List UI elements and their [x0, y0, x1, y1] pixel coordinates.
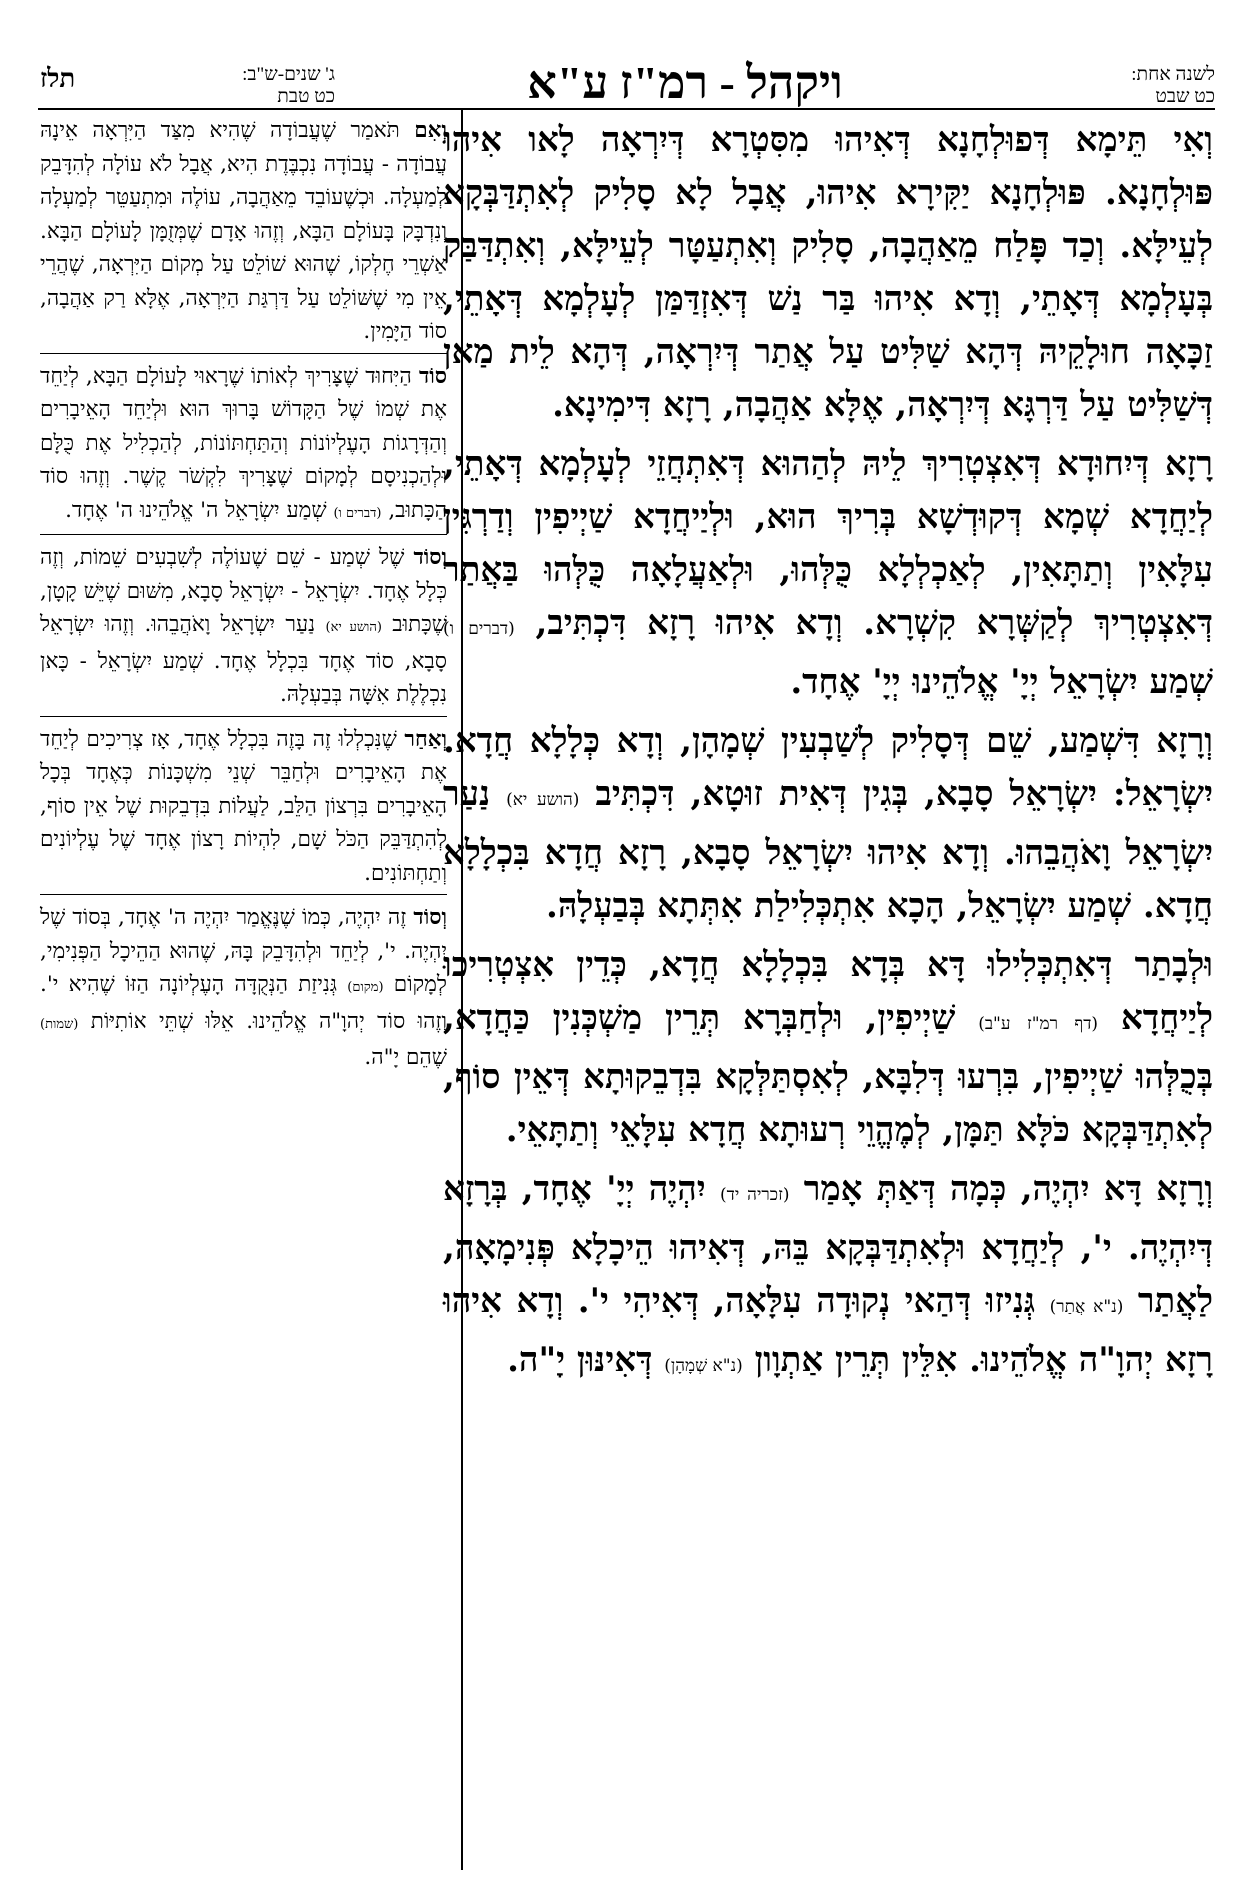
main-text-column [443, 114, 1213, 1399]
variant-reference: (שמות) [40, 1016, 79, 1032]
variant-reference: (נ"א שְׁמָהָן) [664, 1356, 743, 1376]
header-three-years-date: כט טבת [277, 86, 335, 107]
page-number: תלז [40, 64, 76, 93]
page-title: ויקהל - רמ"ז ע"א [527, 57, 843, 108]
variant-reference: (מקום) [347, 980, 384, 995]
side-paragraph-4: וְאַחַר שֶׁנִּכְלְלוּ זֶה בָּזֶה בִּכְלָל אֶחָד, אָז צְרִיכִים לְיַחֵד אֶת הָאֵיבָרִים וּלְחַבֵּר שְׁנֵי מִשְׁכָּנוֹת כְּאֶחָד בְּכָל הָאֵיבָרִים בִּרְצוֹן הַלֵּב, לַעֲלוֹת בִּדְבֵקוּת שֶׁל אֵין סוֹף, לְהִתְדַּבֵּק הַכֹּל שָׁם, לִהְיוֹת רָצוֹן אֶחָד שֶׁל עֶלְיוֹנִים וְתַחְתּוֹנִים. [40, 726, 447, 886]
verse-reference: (הושע יא) [506, 790, 580, 810]
paragraph-divider [40, 894, 447, 895]
main-paragraph-4: וּלְבָתַר דְּאִתְכְּלִילוּ דָּא בְּדָא בִּכְלָלָא חֲדָא, כְּדֵין אִצְטְרִיכוּ לְיַיחֲדָא (דף רמ"ז ע"ב) שַׁיְיפִין, וּלְחַבְּרָא תְּרֵין מַשְׁכְּנִין כַּחֲדָא, בְּכֻלְּהוּ שַׁיְיפִין, בִּרְעוּ דְּלִבָּא, לְאִסְתַּלְּקָא בִּדְבֵקוּתָא דְּאֵין סוֹף, לְאִתְדַּבְּקָא כֹּלָּא תַּמָּן, לְמֶהֱוֵי רְעוּתָא חֲדָא עִלָּאֵי וְתַתָּאֵי. [443, 945, 1213, 1150]
main-paragraph-3: וְרָזָא דִּשְׁמַע, שֵׁם דְּסָלִיק לְשַׁבְעִין שְׁמָהָן, וְדָא כְּלָלָא חֲדָא. יִשְׂרָאֵל: יִשְׂרָאֵל סָבָא, בְּגִין דְּאִית זוּטָא, דִּכְתִּיב (הושע יא) נַעַר יִשְׂרָאֵל וָאֹהֲבֵהוּ. וְדָא אִיהוּ יִשְׂרָאֵל סָבָא, רָזָא חֲדָא בִּכְלָלָא חֲדָא. שְׁמַע יִשְׂרָאֵל, הָכָא אִתְכְּלִילַת אִתְּתָא בְּבַעְלָהּ. [443, 721, 1213, 926]
side-paragraph-5: וְסוֹד זֶה יִהְיֶה, כְּמוֹ שֶׁנֶּאֱמַר יִהְיֶה ה' אֶחָד, בְּסוֹד שֶׁל יִהְיֶה. י', לְיַחֵד וּלְהִדָּבֵק בָּהּ, שֶׁהוּא הַהֵיכָל הַפְּנִימִי, לְמָקוֹם (מקום) גְּנִיזַת הַנְּקֻדָּה הָעֶלְיוֹנָה הַזּוֹ שֶׁהִיא י'. וְזֶהוּ סוֹד יְהוָ"ה אֱלֹהֵינוּ. אֵלּוּ שְׁתֵּי אוֹתִיּוֹת (שמות) שֶׁהֵם יָ"ה. [40, 905, 447, 1070]
header-one-year-date: כט שבט [1155, 86, 1215, 107]
paragraph-divider [40, 716, 447, 717]
header-divider [38, 108, 1215, 110]
folio-reference: (דף רמ"ז ע"ב) [978, 1014, 1099, 1034]
verse-reference: (דברים ו) [443, 619, 515, 639]
header-schedule-three-years [120, 64, 335, 108]
paragraph-divider [40, 353, 447, 354]
main-paragraph-1: וְאִי תֵּימָא דְּפוּלְחָנָא דְּאִיהוּ מִסִּטְרָא דְּיִרְאָה לָאו אִיהוּ פּוּלְחָנָא. פּוּלְחָנָא יַקִּירָא אִיהוּ, אֲבָל לָא סָלִיק לְאִתְדַּבְּקָא לְעֵילָּא. וְכַד פָּלַח מֵאַהֲבָה, סָלִיק וְאִתְעַטָּר לְעֵילָּא, וְאִתְדַּבַּק בְּעָלְמָא דְּאָתֵי, וְדָא אִיהוּ בַּר נַשׁ דְּאִזְדַּמַּן לְעָלְמָא דְּאָתֵי, זַכָּאָה חוּלָקֵיהּ דְּהָא שַׁלִּיט עַל אֲתַר דְּיִרְאָה, דְּהָא לֵית מַאן דְּשַׁלִּיט עַל דַּרְגָּא דְּיִרְאָה, אֶלָּא אַהֲבָה, רָזָא דִּימִינָא. [443, 120, 1214, 425]
header-three-years-label: ג' שנים-ש"ב: [242, 64, 335, 85]
translation-column [40, 114, 447, 1077]
paragraph-divider [40, 534, 447, 535]
variant-reference: (נ"א אֲתַר) [1049, 1297, 1124, 1317]
header-one-year-label: לשנה אחת: [1131, 64, 1215, 85]
main-paragraph-2: רָזָא דְּיִחוּדָא דְּאִצְטְרִיךְ לֵיהּ לְהַהוּא דְּאִתְחֲזֵי לְעָלְמָא דְּאָתֵי, לְיַחֲדָא שְׁמָא דְּקוּדְשָׁא בְּרִיךְ הוּא, וּלְיַיחֲדָא שַׁיְיפִין וְדַרְגִּין עִלָּאִין וְתַתָּאִין, לְאַכְלְלָא כֻּלְּהוּ, וּלְאַעֲלָאָה כֻּלְּהוּ בַּאֲתַר דְּאִצְטְרִיךְ לְקַשְּׁרָא קִשְׁרָא. וְדָא אִיהוּ רָזָא דִּכְתִּיב, (דברים ו) שְׁמַע יִשְׂרָאֵל יְיָ' אֱלֹהֵינוּ יְיָ' אֶחָד. [443, 444, 1213, 702]
main-paragraph-5: וְרָזָא דָּא יִהְיֶה, כְּמָה דְּאַתְּ אָמַר (זכריה יד) יִהְיֶה יְיָ' אֶחָד, בְּרָזָא דְּיִהְיֶה. י', לְיַחֲדָא וּלְאִתְדַּבְּקָא בֵּהּ, דְּאִיהוּ הֵיכָלָא פְּנִימָאָה, לַאֲתַר (נ"א אֲתַר) גְּנִיזוּ דְּהַאי נְקוּדָה עִלָּאָה, דְּאִיהִי י'. וְדָא אִיהוּ רָזָא יְהוָ"ה אֱלֹהֵינוּ. אִלֵּין תְּרֵין אַתְוָון (נ"א שְׁמָהָן) דְּאִינּוּן יָ"ה. [443, 1169, 1214, 1380]
side-paragraph-1: וְאִם תֹּאמַר שֶׁעֲבוֹדָה שֶׁהִיא מִצַּד הַיִּרְאָה אֵינָהּ עֲבוֹדָה - עֲבוֹדָה נִכְבֶּדֶת הִיא, אֲבָל לֹא עוֹלָה לְהִדָּבֵק לְמַעְלָה. וּכְשֶׁעוֹבֵד מֵאַהֲבָה, עוֹלֶה וּמִתְעַטֵּר לְמַעְלָה וְנִדְבָּק בָּעוֹלָם הַבָּא, וְזֶהוּ אָדָם שֶׁמְּזֻמָּן לָעוֹלָם הַבָּא. אַשְׁרֵי חֶלְקוֹ, שֶׁהוּא שׁוֹלֵט עַל מְקוֹם הַיִּרְאָה, שֶׁהֲרֵי אֵין מִי שֶׁשּׁוֹלֵט עַל דַּרְגַּת הַיִּרְאָה, אֶלָּא רַק אַהֲבָה, סוֹד הַיָּמִין. [40, 118, 447, 344]
verse-reference: (זכריה יד) [720, 1185, 790, 1205]
header-schedule-one-year [1105, 64, 1215, 108]
side-paragraph-2: סוֹד הַיִּחוּד שֶׁצָּרִיךְ לְאוֹתוֹ שֶׁרָאוּי לָעוֹלָם הַבָּא, לְיַחֵד אֶת שְׁמוֹ שֶׁל הַקָּדוֹשׁ בָּרוּךְ הוּא וּלְיַחֵד הָאֵיבָרִים וְהַדְּרָגוֹת הָעֶלְיוֹנוֹת וְהַתַּחְתּוֹנוֹת, לְהַכְלִיל אֶת כֻּלָּם וּלְהַכְנִיסָם לְמָקוֹם שֶׁצָּרִיךְ לִקְשֹׁר קֶשֶׁר. וְזֶהוּ סוֹד הַכָּתוּב, (דברים ו) שְׁמַע יִשְׂרָאֵל ה' אֱלֹהֵינוּ ה' אֶחָד. [40, 363, 448, 523]
verse-reference: (הושע יא) [325, 620, 382, 635]
verse-reference: (דברים ו) [333, 505, 382, 521]
side-paragraph-3: וְסוֹד שֶׁל שְׁמַע - שֵׁם שֶׁעוֹלֶה לְשִׁבְעִים שֵׁמוֹת, וְזֶה כְּלָל אֶחָד. יִשְׂרָאֵל - יִשְׂרָאֵל סָבָא, מִשּׁוּם שֶׁיֵּשׁ קָטָן, שֶׁכָּתוּב (הושע יא) נַעַר יִשְׂרָאֵל וָאֹהֲבֵהוּ. וְזֶהוּ יִשְׂרָאֵל סָבָא, סוֹד אֶחָד בִּכְלָל אֶחָד. שְׁמַע יִשְׂרָאֵל - כָּאן נִכְלֶלֶת אִשָּׁה בְּבַעְלָהּ. [40, 545, 448, 707]
